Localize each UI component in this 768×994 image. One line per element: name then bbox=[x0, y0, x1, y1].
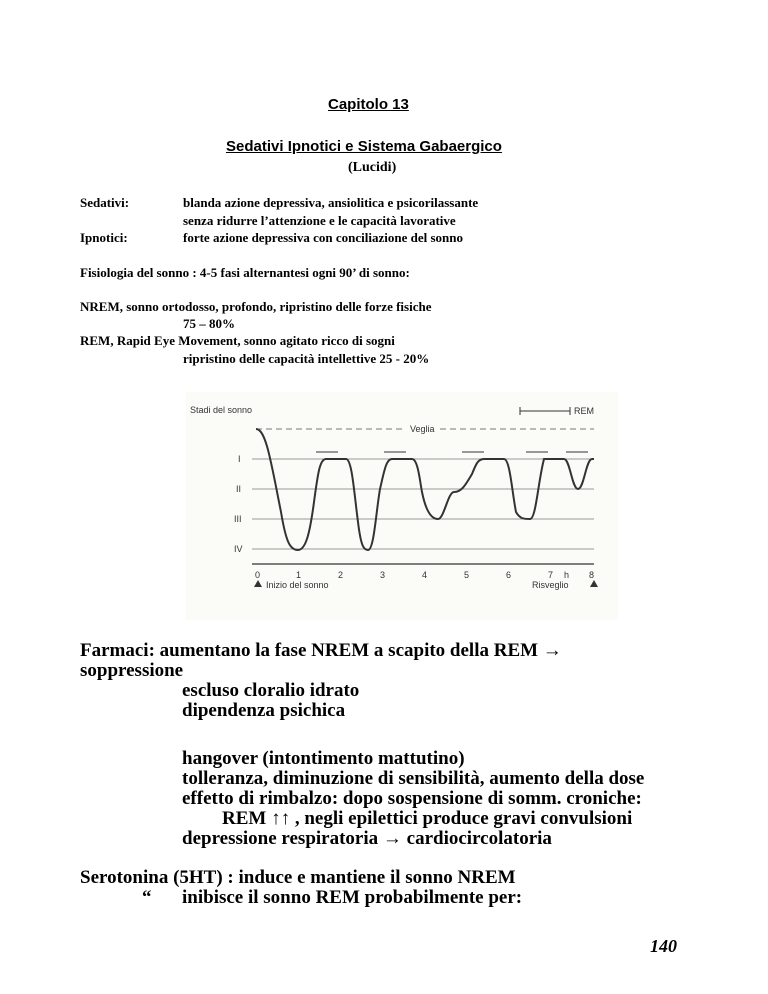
hour-label: h bbox=[564, 570, 570, 580]
serotonin-line: Serotonina (5HT) : induce e mantiene il sonno NREM bbox=[80, 867, 516, 888]
nrem-text: NREM, sonno ortodosso, profondo, ripristino delle forze fisiche bbox=[80, 299, 432, 314]
chapter-heading: Capitolo 13 bbox=[328, 96, 409, 113]
drugs-line: hangover (intontimento mattutino) bbox=[182, 748, 465, 769]
page-title: Sedativi Ipnotici e Sistema Gabaergico bbox=[226, 138, 502, 155]
drugs-line: Farmaci: aumentano la fase NREM a scapito della REM → bbox=[80, 640, 562, 661]
hour-label: 2 bbox=[338, 570, 344, 580]
drugs-line: effetto di rimbalzo: dopo sospensione di somm. croniche: bbox=[182, 788, 642, 809]
definition-line: blanda azione depressiva, ansiolitica e psicorilassante bbox=[183, 195, 479, 210]
hour-label: 7 bbox=[548, 570, 554, 580]
figure-title: Stadi del sonno bbox=[190, 405, 253, 415]
wake-label: Veglia bbox=[410, 424, 435, 434]
hour-label: 1 bbox=[296, 570, 302, 580]
serotonin-line: inibisce il sonno REM probabilmente per: bbox=[182, 887, 523, 908]
stage-label: III bbox=[234, 514, 242, 524]
rem-text: REM, Rapid Eye Movement, sonno agitato ricco di sogni bbox=[80, 333, 395, 348]
drugs-line: soppressione bbox=[80, 660, 184, 681]
drugs-line: escluso cloralio idrato bbox=[182, 680, 360, 701]
serotonin-quote: “ bbox=[142, 887, 152, 908]
legend-rem: REM bbox=[574, 406, 594, 416]
nrem-percent: 75 – 80% bbox=[183, 316, 235, 331]
drugs-line: depressione respiratoria → cardiocircolatoria bbox=[182, 828, 552, 849]
sleep-stages-diagram bbox=[186, 392, 618, 620]
hour-label: 5 bbox=[464, 570, 470, 580]
hour-label: 8 bbox=[589, 570, 595, 580]
end-label: Risveglio bbox=[532, 580, 569, 590]
hour-label: 3 bbox=[380, 570, 386, 580]
drugs-line: REM ↑↑ , negli epilettici produce gravi convulsioni bbox=[222, 808, 633, 829]
definition-term-sedativi: Sedativi: bbox=[80, 195, 130, 210]
sleep-stages-figure bbox=[186, 392, 618, 620]
definition-line: senza ridurre l’attenzione e le capacità lavorative bbox=[183, 213, 456, 228]
rem-percent: ripristino delle capacità intellettive 25 - 20% bbox=[183, 351, 430, 366]
stage-label: II bbox=[236, 484, 242, 494]
drugs-line: tolleranza, diminuzione di sensibilità, aumento della dose bbox=[182, 768, 645, 789]
start-label: Inizio del sonno bbox=[266, 580, 329, 590]
subtitle: (Lucidi) bbox=[348, 160, 397, 175]
hour-label: 6 bbox=[506, 570, 512, 580]
hour-label: 0 bbox=[255, 570, 261, 580]
stage-label: I bbox=[238, 454, 241, 464]
definition-line: forte azione depressiva con conciliazione del sonno bbox=[183, 230, 463, 245]
hour-label: 4 bbox=[422, 570, 428, 580]
stage-label: IV bbox=[234, 544, 243, 554]
definition-term-ipnotici: Ipnotici: bbox=[80, 230, 128, 245]
page-number: 140 bbox=[650, 936, 677, 956]
physiology-text: Fisiologia del sonno : 4-5 fasi alternantesi ogni 90’ di sonno: bbox=[80, 265, 410, 280]
drugs-line: dipendenza psichica bbox=[182, 700, 346, 721]
